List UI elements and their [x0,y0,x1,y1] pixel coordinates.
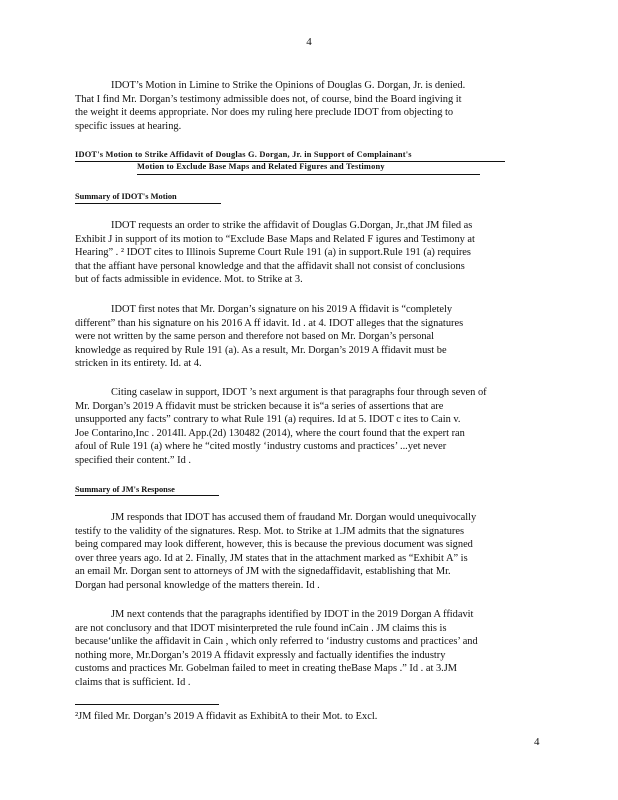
paragraph-line: that the affiant have personal knowledge and that the affidavit shall not consist of conclusions [75,260,465,272]
paragraph-line: the weight it deems appropriate. Nor does my ruling here preclude IDOT from objecting to [75,107,454,119]
page-number-bottom: 4 [534,736,540,748]
paragraph-line: claims that is sufficient. Id . [75,676,191,688]
paragraph-line: customs and practices Mr. Gobelman failed to meet in creating theBase Maps .” Id . at 3.JM [75,663,458,675]
paragraph-line: JM next contends that the paragraphs identified by IDOT in the 2019 Dorgan A ffidavit [111,609,474,620]
heading-underline [75,161,505,162]
summary-underline [75,495,219,496]
section-heading-line: IDOT's Motion to Strike Affidavit of Douglas G. Dorgan, Jr. in Support of Complainant's [75,150,412,159]
summary-underline [75,203,221,204]
paragraph-line: knowledge as required by Rule 191 (a). As a result, Mr. Dorgan’s 2019 A ffidavit must be [75,344,447,356]
paragraph-line: JM responds that IDOT has accused them of fraudand Mr. Dorgan would unequivocally [111,512,477,523]
paragraph-jm-response [75,511,543,593]
paragraph-ruling [75,79,543,133]
paragraph-line: being compared may look different, however, this is because the previous document was signed [75,539,473,551]
paragraph-line: IDOT requests an order to strike the affidavit of Douglas G.Dorgan, Jr.,that JM filed as [111,220,473,231]
paragraph-idot-request [75,219,543,287]
paragraph-line: stricken in its entirety. Id. at 4. [75,358,202,370]
paragraph-line: afoul of Rule 191 (a) where he “cited mostly ‘industry customs and practices’ ...yet never [75,441,447,453]
paragraph-idot-caselaw [75,386,543,468]
paragraph-line: Exhibit J in support of its motion to “Exclude Base Maps and Related F igures and Testimony at [75,233,475,245]
paragraph-line: were not written by the same person and therefore not based on Mr. Dorgan’s personal [75,331,435,343]
paragraph-line: because‘unlike the affidavit in Cain , which only referred to ‘industry customs and practices’ and [75,636,478,648]
summary-heading: Summary of JM's Response [75,485,175,494]
paragraph-line: IDOT’s Motion in Limine to Strike the Opinions of Douglas G. Dorgan, Jr. is denied. [111,80,466,91]
paragraph-line: Dorgan had personal knowledge of the matters therein. Id . [75,579,320,591]
paragraph-line: IDOT first notes that Mr. Dorgan’s signature on his 2019 A ffidavit is “completely [111,304,453,315]
heading-underline [137,174,480,175]
paragraph-line: an email Mr. Dorgan sent to attorneys of JM with the signedaffidavit, establishing that Mr. [75,566,451,578]
paragraph-line: That I find Mr. Dorgan’s testimony admissible does not, of course, bind the Board ingiving it [75,93,462,105]
paragraph-line: different” than his signature on his 2016 A ff idavit. Id . at 4. IDOT alleges that the signatures [75,317,464,329]
paragraph-line: testify to the validity of the signatures. Resp. Mot. to Strike at 1.JM admits that the signatures [75,525,465,537]
section-heading-line: Motion to Exclude Base Maps and Related Figures and Testimony [137,162,385,171]
summary-heading: Summary of IDOT's Motion [75,192,177,201]
page-number-top: 4 [306,36,312,48]
paragraph-line: specified their content.” Id . [75,454,191,466]
paragraph-line: are not conclusory and that IDOT misinterpreted the rule found inCain . JM claims this is [75,622,447,634]
paragraph-jm-contends [75,608,543,690]
footnote-divider [75,704,219,705]
paragraph-line: Mr. Dorgan’s 2019 A ffidavit must be stricken because it is“a series of assertions that are [75,400,444,412]
footnote: ²JM filed Mr. Dorgan’s 2019 A ffidavit as ExhibitA to their Mot. to Excl. [75,711,378,722]
paragraph-line: specific issues at hearing. [75,120,182,132]
paragraph-line: unsupported any facts” contrary to what Rule 191 (a) requires. Id at 5. IDOT c ites to Cain v. [75,414,461,426]
paragraph-line: Hearing” . ² IDOT cites to Illinois Supreme Court Rule 191 (a) in support.Rule 191 (a) requires [75,247,471,259]
paragraph-line: over three years ago. Id at 2. Finally, JM states that in the attachment marked as “Exhibit A” is [75,552,468,564]
paragraph-line: but of facts admissible in evidence. Mot. to Strike at 3. [75,274,303,286]
paragraph-line: Joe Contarino,Inc . 2014Il. App.(2d) 130482 (2014), where the court found that the expert ran [75,427,465,439]
paragraph-line: nothing more, Mr.Dorgan’s 2019 A ffidavit expressly and factually identifies the industry [75,649,446,661]
paragraph-idot-signature [75,303,543,371]
paragraph-line: Citing caselaw in support, IDOT ’s next argument is that paragraphs four through seven of [111,387,487,398]
